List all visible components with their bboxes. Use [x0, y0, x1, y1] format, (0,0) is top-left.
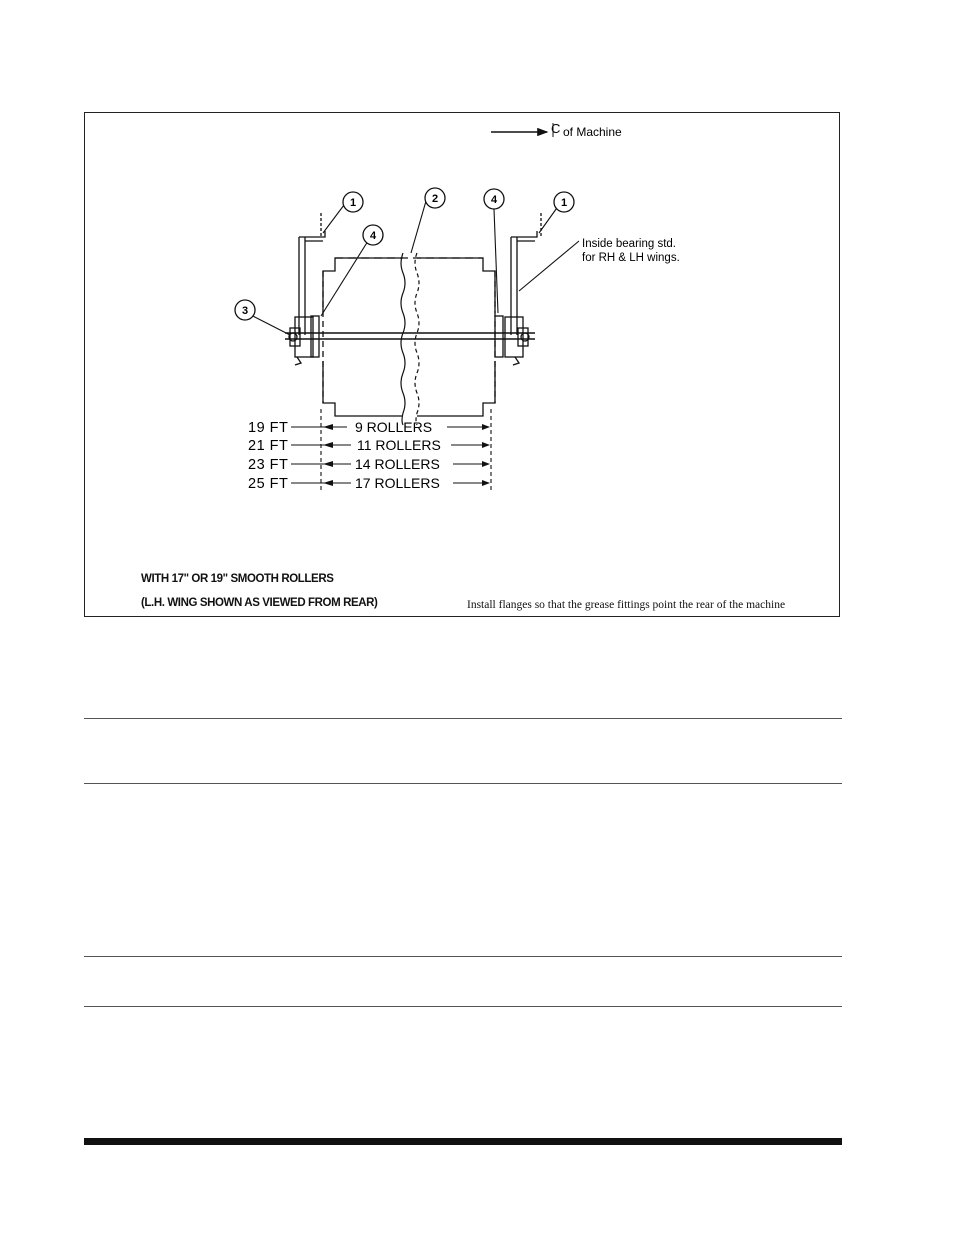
divider-rule	[84, 718, 842, 719]
footer-bar	[84, 1138, 842, 1145]
caption-view: (L.H. WING SHOWN AS VIEWED FROM REAR)	[141, 597, 378, 609]
dimension-row-21	[248, 437, 489, 454]
caption-rollers: WITH 17" OR 19" SMOOTH ROLLERS	[141, 573, 334, 585]
svg-text:9 ROLLERS: 9 ROLLERS	[355, 419, 433, 435]
svg-text:19 FT: 19 FT	[248, 420, 289, 436]
dimension-row-23	[248, 456, 489, 473]
install-note: Install flanges so that the grease fittings point the rear of the machine	[467, 599, 786, 611]
callout-3	[235, 300, 255, 320]
centerline-arrow	[491, 121, 622, 139]
svg-text:11 ROLLERS: 11 ROLLERS	[357, 437, 441, 453]
divider-rule	[84, 1006, 842, 1007]
svg-text:14 ROLLERS: 14 ROLLERS	[355, 456, 440, 472]
callout-1-left	[343, 192, 363, 212]
callout-2	[425, 188, 445, 208]
right-flange	[495, 316, 503, 357]
callout-4-left	[363, 225, 383, 245]
callout-1-right	[554, 192, 574, 212]
svg-text:25 FT: 25 FT	[248, 476, 289, 492]
svg-text:17 ROLLERS: 17 ROLLERS	[355, 475, 440, 491]
svg-text:21 FT: 21 FT	[248, 438, 289, 454]
svg-text:3: 3	[241, 305, 249, 317]
roller-assembly-diagram	[85, 113, 841, 618]
svg-text:2: 2	[431, 193, 439, 205]
left-flange	[311, 316, 319, 357]
dimension-row-19	[248, 419, 489, 436]
svg-text:4: 4	[369, 230, 377, 242]
svg-text:23 FT: 23 FT	[248, 457, 289, 473]
roller-body	[323, 258, 495, 416]
divider-rule	[84, 956, 842, 957]
bearing-note-line1: Inside bearing std.	[582, 238, 676, 250]
centerline-label: of Machine	[563, 125, 622, 139]
figure-frame	[84, 112, 840, 617]
bearing-note-line2: for RH & LH wings.	[582, 252, 680, 264]
centerline-symbol: C	[551, 121, 561, 136]
svg-text:1: 1	[560, 197, 568, 209]
callout-4-right	[484, 189, 504, 209]
right-bearing-stand	[505, 213, 541, 365]
dimension-row-25	[248, 475, 489, 492]
svg-text:1: 1	[349, 197, 357, 209]
svg-text:4: 4	[490, 194, 498, 206]
divider-rule	[84, 783, 842, 784]
